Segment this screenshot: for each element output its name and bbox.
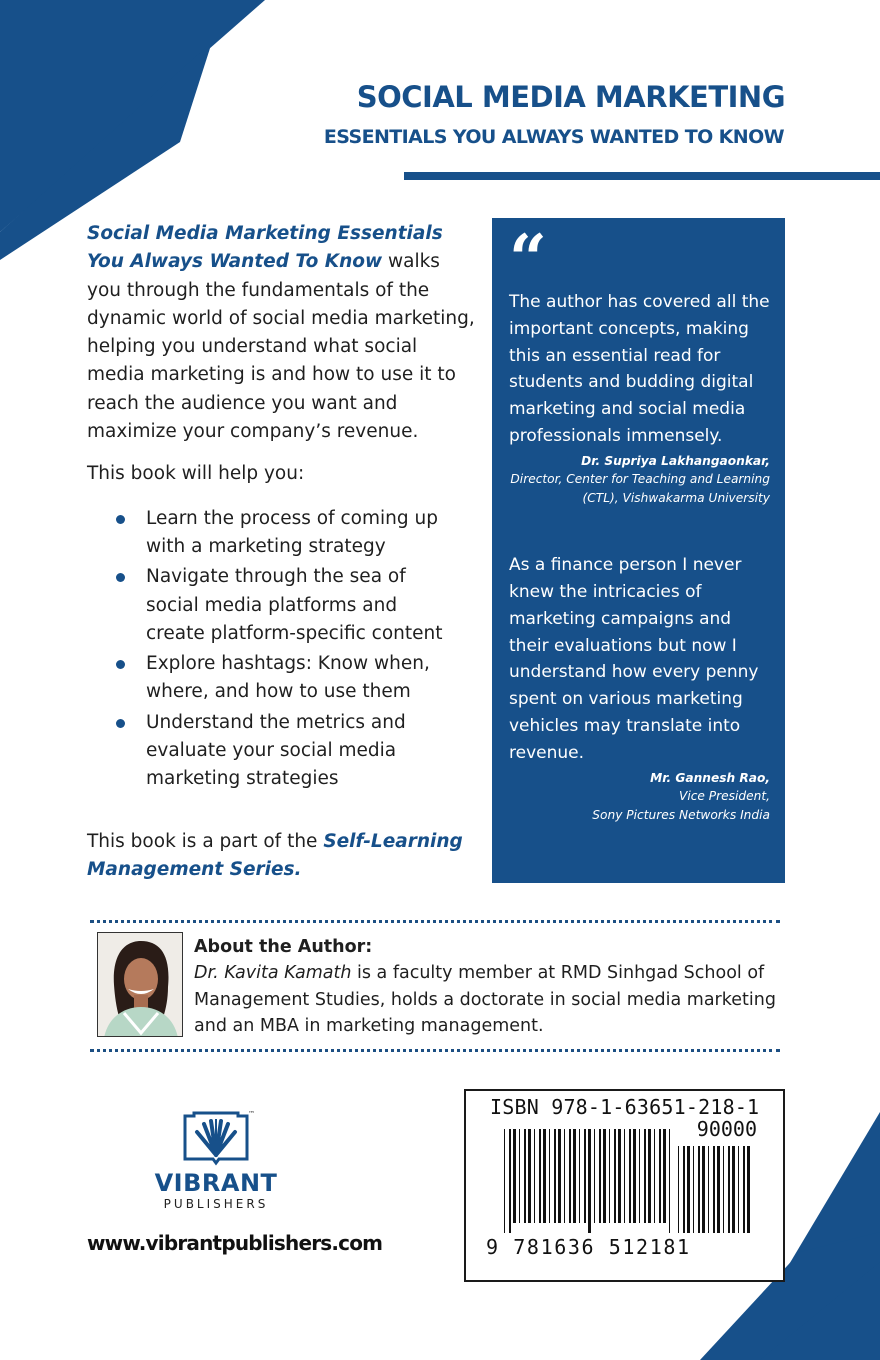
help-heading: This book will help you: — [87, 463, 305, 485]
testimonial-role: Vice President, — [678, 789, 770, 804]
testimonial-role: (CTL), Vishwakarma University — [582, 490, 770, 505]
ean-digits: 9 781636 512181 — [486, 1235, 691, 1259]
list-item: Learn the process of coming up with a marketing strategy — [87, 505, 456, 562]
barcode-bars — [504, 1129, 674, 1233]
testimonial-author: Mr. Gannesh Rao, — [650, 770, 770, 785]
trademark-symbol: ™ — [248, 1110, 255, 1118]
price-code: 90000 — [696, 1117, 757, 1141]
author-photo — [97, 932, 183, 1037]
testimonial-attribution — [509, 769, 770, 825]
series-name: Self-Learning Management Series. — [87, 830, 463, 880]
list-item: Explore hashtags: Know when, where, and how to use them — [87, 650, 456, 707]
testimonial-role: Director, Center for Teaching and Learning — [510, 472, 770, 487]
testimonial-author: Dr. Supriya Lakhangaonkar, — [581, 453, 770, 468]
testimonial-text: As a finance person I never knew the intricacies of marketing campaigns and their evaluations but now I understand how every penny spent on various marketing vehicles may translate into revenue. — [509, 555, 759, 763]
testimonial-text: The author has covered all the important concepts, making this an essential read for students and budding digital marketing and social media professionals immensely. — [509, 292, 770, 446]
publisher-name: VIBRANT — [154, 1169, 278, 1197]
author-bio-text: is a faculty member at RMD Sinhgad School of Management Studies, holds a doctorate in social media marketing and an MBA in marketing management. — [194, 963, 776, 1036]
series-note — [87, 828, 477, 885]
testimonial-attribution — [509, 452, 770, 508]
testimonials-panel — [492, 218, 785, 883]
publisher-logo — [148, 1110, 284, 1216]
publisher-website: www.vibrantpublishers.com — [87, 1231, 383, 1255]
quote-mark-icon: “ — [509, 220, 547, 298]
book-title-highlight: Social Media Marketing Essentials You Always Wanted To Know — [87, 223, 443, 273]
intro-paragraph — [87, 220, 477, 446]
dotted-divider-top — [90, 920, 780, 923]
benefits-list — [87, 505, 477, 794]
about-the-author — [194, 934, 794, 1039]
addon-barcode-bars — [678, 1146, 754, 1233]
list-item: Understand the metrics and evaluate your social media marketing strategies — [87, 709, 456, 794]
series-prefix: This book is a part of the — [87, 830, 324, 852]
publisher-subname: PUBLISHERS — [163, 1197, 269, 1211]
isbn-barcode — [464, 1089, 785, 1282]
cover-subtitle: ESSENTIALS YOU ALWAYS WANTED TO KNOW — [323, 126, 784, 148]
author-name: Dr. Kavita Kamath — [194, 963, 352, 984]
list-item: Navigate through the sea of social media platforms and create platform-specific content — [87, 563, 456, 648]
testimonial-role: Sony Pictures Networks India — [592, 807, 770, 822]
book-description — [87, 220, 477, 884]
isbn-text: ISBN 978-1-63651-218-1 — [490, 1095, 760, 1119]
about-bio — [194, 960, 794, 1039]
title-underline-bar — [404, 172, 880, 180]
about-heading: About the Author: — [194, 937, 373, 957]
intro-text: walks you through the fundamentals of the dynamic world of social media marketing, helping you understand what social media marketing is and how to use it to reach the audience you want and maximize your company’s revenue. — [87, 251, 475, 443]
book-logo-icon — [182, 1110, 250, 1166]
dotted-divider-bottom — [90, 1049, 780, 1052]
cover-title: SOCIAL MEDIA MARKETING — [356, 80, 785, 114]
